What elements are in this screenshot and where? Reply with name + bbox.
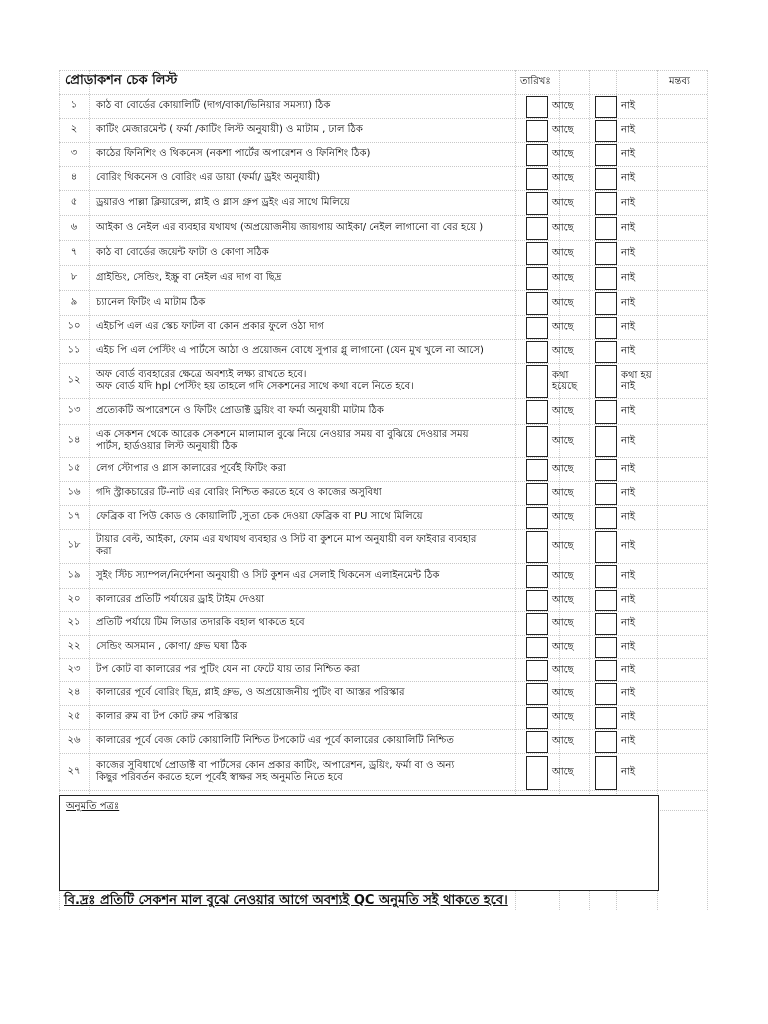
yes-label: আছে — [552, 272, 574, 283]
item-number: ১ — [70, 99, 78, 111]
item-text-line: অফ বোর্ড ব্যবহারের ক্ষেত্রে অবশ্যই লক্ষ্য রাখতে হবে। — [96, 368, 307, 380]
yes-label: আছে — [552, 222, 574, 233]
item-text-line: করা — [96, 546, 112, 557]
yes-label: আছে — [552, 687, 574, 699]
no-label: নাই — [621, 711, 636, 723]
item-text-line: এক সেকশন থেকে আরেক সেকশনে মালামাল বুঝে নিয়ে নেওয়ার সময় বা বুঝিয়ে দেওয়ার সময় — [96, 428, 469, 440]
yes-checkbox[interactable] — [526, 707, 548, 729]
no-checkbox[interactable] — [595, 365, 617, 398]
checklist-row — [59, 681, 707, 705]
checklist-row — [59, 142, 707, 166]
no-label: কথা হয় নাই — [621, 369, 652, 392]
yes-checkbox[interactable] — [526, 400, 548, 424]
checklist-row — [59, 658, 707, 681]
yes-checkbox[interactable] — [526, 192, 548, 215]
item-text-line: চ্যানেল ফিটিং এ মাটাম ঠিক — [96, 296, 206, 308]
item-number: ২৫ — [67, 710, 81, 722]
no-checkbox[interactable] — [595, 637, 617, 658]
item-text-line: গদি স্ট্রাকচারের টি-নাট এর বোরিং নিশ্চিত করতে হবে ও কাজের অসুবিধা — [96, 487, 382, 498]
item-number: ২ — [70, 123, 78, 135]
item-number: ১৫ — [67, 462, 81, 474]
checklist-row — [59, 94, 707, 118]
item-number: ১১ — [67, 344, 81, 356]
yes-checkbox[interactable] — [526, 756, 548, 790]
item-number: ২০ — [67, 593, 81, 604]
no-label: নাই — [621, 272, 636, 283]
no-checkbox[interactable] — [595, 660, 617, 681]
yes-label: আছে — [552, 641, 574, 652]
checklist-row — [59, 611, 707, 635]
yes-checkbox[interactable] — [526, 341, 548, 363]
item-text — [96, 664, 528, 676]
no-checkbox[interactable] — [595, 317, 617, 339]
item-text-line: কালারের পূর্বে বোরিং ছিদ্র, প্লাই গ্রুভ, ও অপ্রয়োজনীয় পুটিং বা আস্তর পরিস্কার — [96, 687, 405, 698]
no-label: নাই — [621, 617, 636, 629]
permission-box[interactable] — [59, 795, 659, 891]
item-text-line: লেগ স্টোপার ও গ্লাস কালারের পূর্বেই ফিটিং করা — [96, 463, 286, 474]
item-text-line: কালারের পূর্বে বেজ কোট কোয়ালিটি নিশ্চিত টপকোট এর পূর্বে কালারের কোয়ালিটি নিশ্চিত — [96, 735, 454, 746]
item-text-line: এইচপি এল এর স্কেচ ফাটল বা কোন প্রকার ফুলে ওঠা দাগ — [96, 321, 324, 332]
yes-checkbox[interactable] — [526, 531, 548, 563]
item-number: ১২ — [67, 374, 81, 385]
item-text — [96, 687, 528, 699]
item-text-line: গ্রাইন্ডিং, সেন্ডিং, ইস্ক্রু বা নেইল এর দাগ বা ছিদ্র — [96, 271, 282, 283]
checklist-row — [59, 529, 707, 563]
item-text — [96, 711, 528, 723]
yes-checkbox[interactable] — [526, 96, 548, 118]
item-number: ১৬ — [67, 486, 81, 498]
item-number: ৪ — [70, 171, 78, 183]
checklist-row — [59, 753, 707, 790]
item-text-line: কাটিং মেজারমেন্ট ( ফর্মা /কাটিং লিস্ট অনুযায়ী) ও মাটাম , ঢাল ঠিক — [96, 124, 363, 135]
item-text-line: প্রত্যেকটি অপারেশনে ও ফিটিং প্রোডাক্ট ড্রয়িং বা ফর্মা অনুযায়ী মাটাম ঠিক — [96, 405, 384, 416]
item-text — [96, 172, 528, 184]
item-number: ৩ — [70, 147, 78, 159]
checklist-row — [59, 315, 707, 339]
yes-checkbox[interactable] — [526, 292, 548, 315]
checklist-row — [59, 215, 707, 240]
no-label: নাই — [621, 641, 636, 652]
yes-checkbox[interactable] — [526, 660, 548, 681]
no-checkbox[interactable] — [595, 120, 617, 142]
checklist-row — [59, 505, 707, 529]
yes-label: আছে — [552, 617, 574, 629]
yes-label: আছে — [552, 124, 574, 136]
item-text-line: আইকা ও নেইল এর ব্যবহার যথাযথ (অপ্রয়োজনীয় জায়গায় আইকা/ নেইল লাগানো বা বের হয়ে ) — [96, 221, 484, 233]
no-label: নাই — [621, 222, 636, 233]
item-number: ৮ — [70, 271, 78, 282]
checklist-row — [59, 457, 707, 481]
item-text — [96, 369, 528, 393]
item-text-line: ড্রয়ারও পাল্লা ক্লিয়ারেন্স, প্লাই ও গ্লাস গ্রুপ ড্রইং এর সাথে মিলিয়ে — [96, 196, 350, 208]
no-label: নাই — [621, 664, 636, 675]
checklist-row — [59, 705, 707, 729]
yes-checkbox[interactable] — [526, 613, 548, 635]
no-checkbox[interactable] — [595, 483, 617, 505]
remarks-label: মন্তব্য — [669, 76, 690, 87]
yes-label: আছে — [552, 511, 574, 523]
no-label: নাই — [621, 435, 636, 446]
checklist-row — [59, 729, 707, 753]
yes-label: আছে — [552, 321, 574, 333]
no-label: নাই — [621, 594, 636, 605]
checklist-row — [59, 190, 707, 215]
no-checkbox[interactable] — [595, 292, 617, 315]
no-checkbox[interactable] — [595, 731, 617, 753]
no-label: নাই — [621, 197, 636, 208]
item-text-line: কাঠ বা বোর্ডের কোয়ালিটি (দাগ/বাকা/ভিনিয়ার সমস্যা) ঠিক — [96, 100, 331, 111]
item-number: ১০ — [67, 320, 81, 332]
yes-checkbox[interactable] — [526, 731, 548, 753]
no-label: নাই — [621, 463, 636, 475]
yes-label: আছে — [552, 463, 574, 475]
yes-checkbox[interactable] — [526, 120, 548, 142]
header-row — [59, 70, 707, 90]
item-text-line: সুইং স্টিচ স্যাম্পল/নির্দেশনা অনুযায়ী ও সিট কুশন এর সেলাই থিকনেস এলাইনমেন্ট ঠিক — [96, 569, 440, 581]
item-text — [96, 100, 528, 112]
yes-checkbox[interactable] — [526, 242, 548, 265]
item-text — [96, 617, 528, 629]
no-label: নাই — [621, 405, 636, 417]
yes-checkbox[interactable] — [526, 683, 548, 705]
footer-note: বি.দ্রঃ প্রতিটি সেকশন মাল বুঝে নেওয়ার আগে অবশ্যই QC অনুমতি সই থাকতে হবে। — [64, 893, 508, 908]
no-checkbox[interactable] — [595, 683, 617, 705]
item-number: ১৯ — [67, 569, 81, 580]
no-label: নাই — [621, 321, 636, 333]
item-number: ৫ — [70, 196, 78, 207]
checklist-row — [59, 481, 707, 505]
item-text-line: ফেব্রিক বা পিউ কোড ও কোয়ালিটি ,সুতা চেক দেওয়া ফেব্রিক বা PU সাথে মিলিয়ে — [96, 511, 423, 522]
item-number: ১৪ — [67, 434, 81, 445]
checklist-row — [59, 339, 707, 363]
item-number: ২১ — [67, 616, 81, 628]
no-label: নাই — [621, 511, 636, 523]
no-label: নাই — [621, 540, 636, 552]
yes-label: আছে — [552, 435, 574, 446]
yes-label: আছে — [552, 711, 574, 723]
no-checkbox[interactable] — [595, 756, 617, 790]
item-text-line: সেন্ডিং অসমান , কোণা/ গ্রুভ ঘষা ঠিক — [96, 640, 247, 652]
checklist-row — [59, 398, 707, 424]
yes-checkbox[interactable] — [526, 168, 548, 190]
yes-checkbox[interactable] — [526, 426, 548, 457]
item-text-line: টপ কোট বা কালারের পর পুটিং যেন না ফেটে যায় তার নিশ্চিত করা — [96, 663, 360, 675]
yes-label: আছে — [552, 197, 574, 208]
yes-label: আছে — [552, 405, 574, 417]
no-label: নাই — [621, 100, 636, 112]
checklist-row — [59, 424, 707, 457]
item-text-line: কাঠ বা বোর্ডের জয়েন্ট ফাটা ও কোণা সঠিক — [96, 246, 269, 258]
no-checkbox[interactable] — [595, 459, 617, 481]
yes-checkbox[interactable] — [526, 317, 548, 339]
item-text — [96, 594, 528, 606]
item-number: ২৪ — [67, 686, 81, 698]
no-checkbox[interactable] — [595, 242, 617, 265]
item-number: ১৭ — [67, 510, 81, 522]
yes-label: আছে — [552, 766, 574, 777]
yes-label: আছে — [552, 148, 574, 160]
no-label: নাই — [621, 687, 636, 699]
item-text — [96, 247, 528, 259]
item-number: ২৭ — [67, 765, 81, 776]
item-text — [96, 272, 528, 284]
item-text — [96, 487, 528, 499]
checklist-row — [59, 265, 707, 290]
item-text — [96, 148, 528, 160]
no-label: নাই — [621, 766, 636, 777]
item-text-line: টায়ার বেল্ট, আইকা, ফোম এর যথাযথ ব্যবহার ও সিট বা কুশনে মাপ অনুযায়ী বল ফাইবার ব্যবহার — [96, 534, 477, 545]
no-checkbox[interactable] — [595, 341, 617, 363]
yes-label: আছে — [552, 297, 574, 308]
no-checkbox[interactable] — [595, 426, 617, 457]
no-checkbox[interactable] — [595, 144, 617, 166]
page-title: প্রোডাকশন চেক লিস্ট — [65, 73, 178, 88]
item-text-line: অফ বোর্ড যদি hpl পেস্টিং হয় তাহলে গদি সেকশনের সাথে কথা বলে নিতে হবে। — [96, 380, 414, 392]
no-label: নাই — [621, 570, 636, 581]
no-label: নাই — [621, 345, 636, 357]
item-text — [96, 321, 528, 333]
yes-label: আছে — [552, 247, 574, 258]
yes-checkbox[interactable] — [526, 365, 548, 398]
yes-label: আছে — [552, 570, 574, 581]
no-checkbox[interactable] — [595, 96, 617, 118]
item-text-line: কালার রুম বা টপ কোট রুম পরিস্কার — [96, 711, 239, 722]
no-checkbox[interactable] — [595, 192, 617, 215]
item-text-line: কিছুর পরিবর্তন করতে হলে পূর্বেই স্বাক্ষর সহ অনুমতি নিতে হবে — [96, 771, 343, 783]
yes-checkbox[interactable] — [526, 483, 548, 505]
no-checkbox[interactable] — [595, 707, 617, 729]
yes-checkbox[interactable] — [526, 144, 548, 166]
yes-checkbox[interactable] — [526, 590, 548, 611]
date-label: তারিখঃ — [520, 76, 551, 87]
yes-checkbox[interactable] — [526, 459, 548, 481]
checklist-row — [59, 118, 707, 142]
item-number: ২৬ — [67, 734, 81, 746]
no-checkbox[interactable] — [595, 400, 617, 424]
yes-label: আছে — [552, 487, 574, 499]
no-label: নাই — [621, 297, 636, 308]
no-label: নাই — [621, 487, 636, 499]
no-checkbox[interactable] — [595, 168, 617, 190]
item-text-line: পার্টস, হার্ডওয়ার লিস্ট অনুযায়ী ঠিক — [96, 440, 238, 452]
yes-label: আছে — [552, 735, 574, 747]
yes-checkbox[interactable] — [526, 637, 548, 658]
no-label: নাই — [621, 172, 636, 184]
no-checkbox[interactable] — [595, 507, 617, 529]
item-text — [96, 570, 528, 582]
yes-label: আছে — [552, 172, 574, 184]
item-number: ২২ — [67, 640, 81, 651]
item-number: ২৩ — [67, 663, 81, 674]
yes-label: আছে — [552, 664, 574, 675]
item-text-line: কাঠের ফিনিশিং ও থিকনেস (নকশা পার্টের অপারেশন ও ফিনিশিং ঠিক) — [96, 148, 371, 159]
item-number: ৯ — [70, 296, 78, 307]
item-text — [96, 735, 528, 747]
item-number: ১৮ — [67, 539, 81, 551]
yes-label: কথা হয়েছে — [552, 369, 578, 392]
no-checkbox[interactable] — [595, 531, 617, 563]
item-text — [96, 463, 528, 475]
permission-label: অনুমতি পত্রঃ — [66, 801, 120, 812]
no-checkbox[interactable] — [595, 565, 617, 588]
checklist-row — [59, 240, 707, 265]
checklist-row — [59, 290, 707, 315]
item-text — [96, 429, 528, 453]
no-label: নাই — [621, 124, 636, 136]
item-text — [96, 297, 528, 309]
yes-checkbox[interactable] — [526, 217, 548, 240]
item-number: ৭ — [70, 246, 78, 257]
yes-label: আছে — [552, 540, 574, 552]
yes-checkbox[interactable] — [526, 565, 548, 588]
item-text-line: কালারের প্রতিটি পর্যায়ের ড্রাই টাইম দেওয়া — [96, 593, 265, 605]
item-number: ৬ — [70, 221, 78, 232]
checklist-row — [59, 563, 707, 588]
no-label: নাই — [621, 148, 636, 160]
yes-label: আছে — [552, 594, 574, 605]
checklist-row — [59, 363, 707, 398]
checklist-row — [59, 166, 707, 190]
item-text — [96, 124, 528, 136]
checklist-row — [59, 588, 707, 611]
yes-label: আছে — [552, 100, 574, 112]
item-number: ১৩ — [67, 404, 81, 416]
no-checkbox[interactable] — [595, 217, 617, 240]
yes-label: আছে — [552, 345, 574, 357]
item-text — [96, 222, 528, 234]
item-text — [96, 405, 528, 417]
yes-checkbox[interactable] — [526, 507, 548, 529]
no-label: নাই — [621, 247, 636, 258]
item-text — [96, 760, 528, 784]
item-text — [96, 197, 528, 209]
no-checkbox[interactable] — [595, 267, 617, 290]
item-text-line: কাজের সুবিধার্থে প্রোডাক্ট বা পার্টসের কোন প্রকার কাটিং, অপারেশন, ড্রয়িং, ফর্মা বা ও অন্য — [96, 759, 455, 771]
item-text-line: প্রতিটি পর্যায়ে টিম লিডার তদারকি বহাল থাকতে হবে — [96, 617, 305, 628]
checklist-row — [59, 635, 707, 658]
item-text-line: এইচ পি এল পেস্টিং এ পার্টসে আঠা ও প্রয়োজন বোধে সুপার গ্লু লাগানো (যেন মুখ খুলে না আসে) — [96, 345, 484, 356]
no-checkbox[interactable] — [595, 590, 617, 611]
item-text — [96, 511, 528, 523]
item-text-line: বোরিং থিকনেস ও বোরিং এর ডায়া (ফর্মা/ ড্রইং অনুযায়ী) — [96, 172, 321, 183]
no-checkbox[interactable] — [595, 613, 617, 635]
item-text — [96, 641, 528, 653]
yes-checkbox[interactable] — [526, 267, 548, 290]
item-text — [96, 534, 528, 558]
item-text — [96, 345, 528, 357]
no-label: নাই — [621, 735, 636, 747]
